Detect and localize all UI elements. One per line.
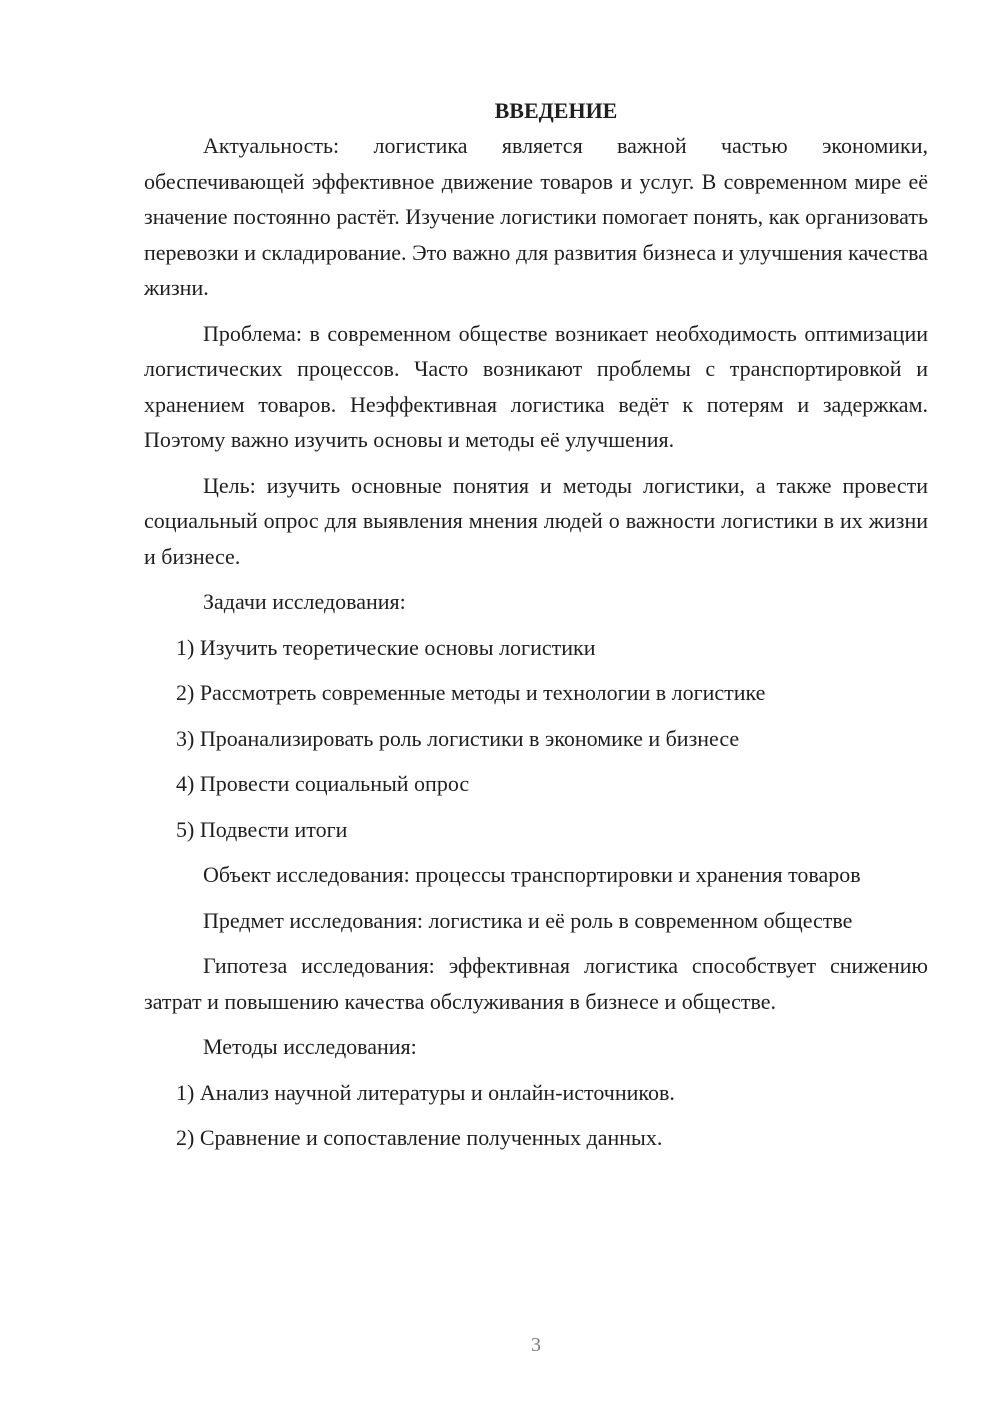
hypothesis-paragraph: Гипотеза исследования: эффективная логистика способствует снижению затрат и повышению качества обслуживания в бизнесе и обществе. <box>144 953 928 1014</box>
methods-heading: Методы исследования: <box>203 1034 417 1059</box>
goal-paragraph: Цель: изучить основные понятия и методы логистики, а также провести социальный опрос для выявления мнения людей о важности логистики в их жизни и бизнесе. <box>144 472 928 569</box>
methods-list <box>144 1075 928 1156</box>
relevance-paragraph: Актуальность: логистика является важной частью экономики, обеспечивающей эффективное движение товаров и услуг. В современном мире её значение постоянно растёт. Изучение логистики помогает понять, как организовать перевозки и складирование. Это важно для развития бизнеса и улучшения качества жизни. <box>144 133 928 300</box>
list-item: 2) Сравнение и сопоставление полученных данных. <box>176 1125 663 1150</box>
list-item: 5) Подвести итоги <box>176 816 348 842</box>
document-page <box>144 93 928 1166</box>
object-paragraph: Объект исследования: процессы транспортировки и хранения товаров <box>203 862 861 887</box>
list-item: 1) Анализ научной литературы и онлайн-источников. <box>176 1079 675 1105</box>
tasks-heading: Задачи исследования: <box>203 589 406 614</box>
subject-paragraph: Предмет исследования: логистика и её роль в современном обществе <box>203 907 853 933</box>
document-title: ВВЕДЕНИЕ <box>494 98 618 123</box>
list-item: 1) Изучить теоретические основы логистики <box>176 634 596 660</box>
list-item: 4) Провести социальный опрос <box>176 771 470 796</box>
list-item: 2) Рассмотреть современные методы и технологии в логистике <box>176 680 766 705</box>
list-item: 3) Проанализировать роль логистики в экономике и бизнесе <box>176 725 740 751</box>
tasks-list <box>144 630 928 848</box>
page-number: 3 <box>531 1334 541 1356</box>
problem-paragraph: Проблема: в современном обществе возникает необходимость оптимизации логистических процессов. Часто возникают проблемы с транспортировкой и хранением товаров. Неэффективная логистика ведёт к потерям и задержкам. Поэтому важно изучить основы и методы её улучшения. <box>144 320 928 452</box>
